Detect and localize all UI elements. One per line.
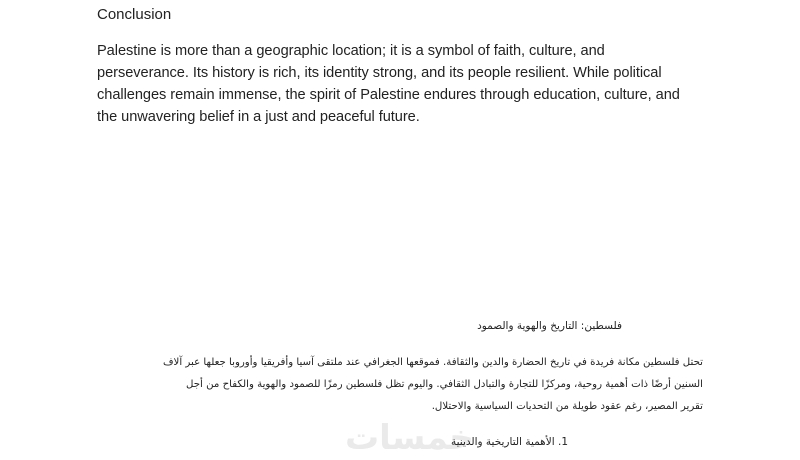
- arabic-intro-paragraph: [93, 352, 703, 418]
- conclusion-paragraph: [97, 40, 717, 128]
- paragraph-line: السنين أرضًا ذات أهمية روحية، ومركزًا للتجارة والتبادل الثقافي. واليوم تظل فلسطين رمزًا للصمود والهوية والكفاح من أجل: [186, 379, 703, 390]
- conclusion-heading: Conclusion: [97, 6, 172, 23]
- paragraph-line: تحتل فلسطين مكانة فريدة في تاريخ الحضارة والدين والثقافة. فموقعها الجغرافي عند ملتقى آسيا وأفريقيا وأوروبا جعلها عبر آلاف: [162, 357, 703, 368]
- paragraph-line: the unwavering belief in a just and peaceful future.: [97, 109, 420, 125]
- paragraph-line: Palestine is more than a geographic location; it is a symbol of faith, culture, and: [97, 43, 605, 59]
- arabic-title: فلسطين: التاريخ والهوية والصمود: [477, 320, 622, 332]
- paragraph-line: perseverance. Its history is rich, its identity strong, and its people resilient. While political: [97, 65, 662, 81]
- paragraph-line: challenges remain immense, the spirit of Palestine endures through education, culture, and: [97, 87, 680, 103]
- section-heading-1: 1. الأهمية التاريخية والدينية: [451, 436, 568, 448]
- paragraph-line: تقرير المصير، رغم عقود طويلة من التحديات السياسية والاحتلال.: [431, 401, 703, 412]
- watermark-logo: خمسات: [345, 418, 474, 458]
